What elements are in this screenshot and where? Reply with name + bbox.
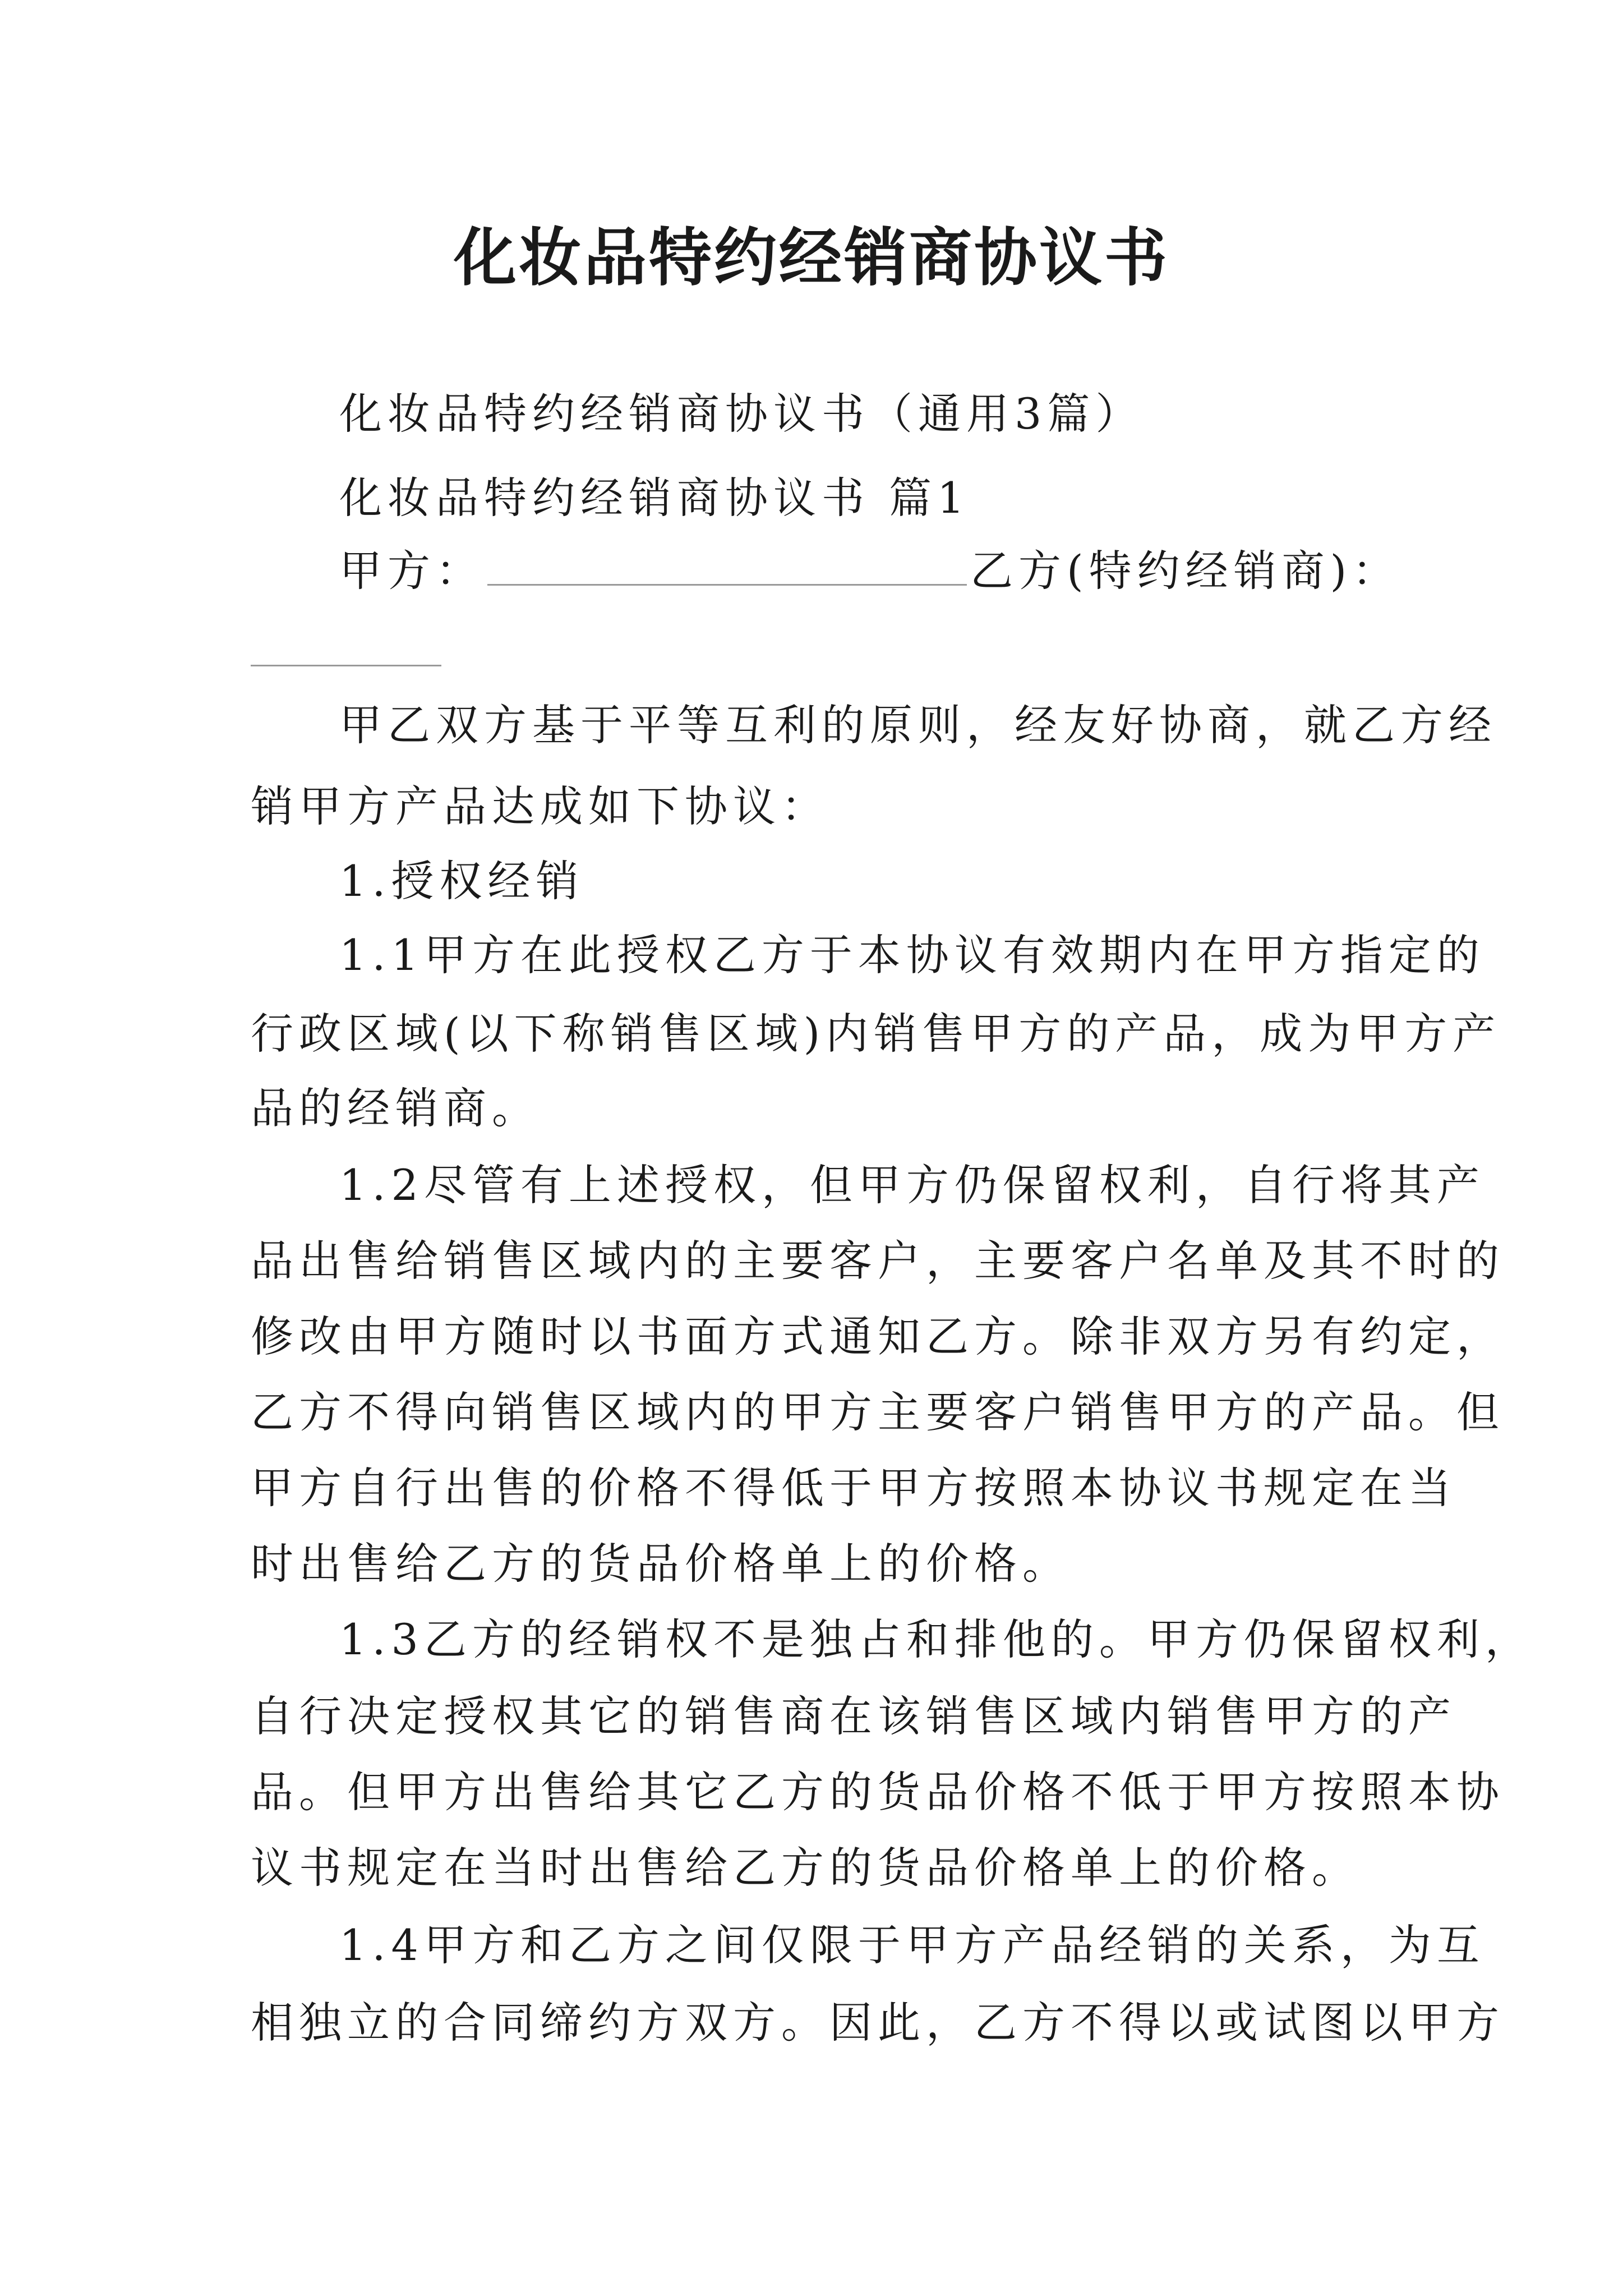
paragraph-line: 1.4甲方和乙方之间仅限于甲方产品经销的关系，为互 <box>339 1920 1485 1970</box>
paragraph-line: 行政区域(以下称销售区域)内销售甲方的产品，成为甲方产 <box>251 1009 1501 1059</box>
party-b-blank <box>251 665 441 666</box>
paragraph-line: 修改由甲方随时以书面方式通知乙方。除非双方另有约定， <box>251 1312 1505 1361</box>
chapter-heading: 化妆品特约经销商协议书 篇1 <box>339 473 970 523</box>
document-title: 化妆品特约经销商协议书 <box>454 222 1169 295</box>
section-heading: 1.授权经销 <box>339 856 584 906</box>
paragraph-line: 品。但甲方出售给其它乙方的货品价格不低于甲方按照本协 <box>251 1767 1505 1817</box>
paragraph-line: 乙方不得向销售区域内的甲方主要客户销售甲方的产品。但 <box>251 1387 1505 1437</box>
party-a-label: 甲方： <box>339 546 484 596</box>
paragraph-line: 甲方自行出售的价格不得低于甲方按照本协议书规定在当 <box>251 1463 1456 1513</box>
paragraph-line: 品出售给销售区域内的主要客户，主要客户名单及其不时的 <box>251 1236 1505 1286</box>
paragraph-line: 议书规定在当时出售给乙方的货品价格单上的价格。 <box>251 1843 1360 1893</box>
paragraph-line: 甲乙双方基于平等互利的原则，经友好协商，就乙方经 <box>339 700 1497 750</box>
party-line <box>339 546 1401 596</box>
paragraph-line: 1.1甲方在此授权乙方于本协议有效期内在甲方指定的 <box>339 930 1485 980</box>
document-subtitle: 化妆品特约经销商协议书（通用3篇） <box>339 389 1144 439</box>
paragraph-line: 自行决定授权其它的销售商在该销售区域内销售甲方的产 <box>251 1691 1456 1741</box>
paragraph-line: 1.2尽管有上述授权，但甲方仍保留权利，自行将其产 <box>339 1160 1485 1210</box>
party-a-blank <box>487 547 967 586</box>
paragraph-line: 销甲方产品达成如下协议： <box>251 781 829 831</box>
paragraph-line: 时出售给乙方的货品价格单上的价格。 <box>251 1539 1071 1589</box>
paragraph-line: 相独立的合同缔约方双方。因此，乙方不得以或试图以甲方 <box>251 1998 1505 2047</box>
paragraph-line: 1.3乙方的经销权不是独占和排他的。甲方仍保留权利， <box>339 1614 1533 1664</box>
party-b-label: 乙方(特约经销商)： <box>970 546 1401 596</box>
paragraph-line: 品的经销商。 <box>251 1083 540 1133</box>
